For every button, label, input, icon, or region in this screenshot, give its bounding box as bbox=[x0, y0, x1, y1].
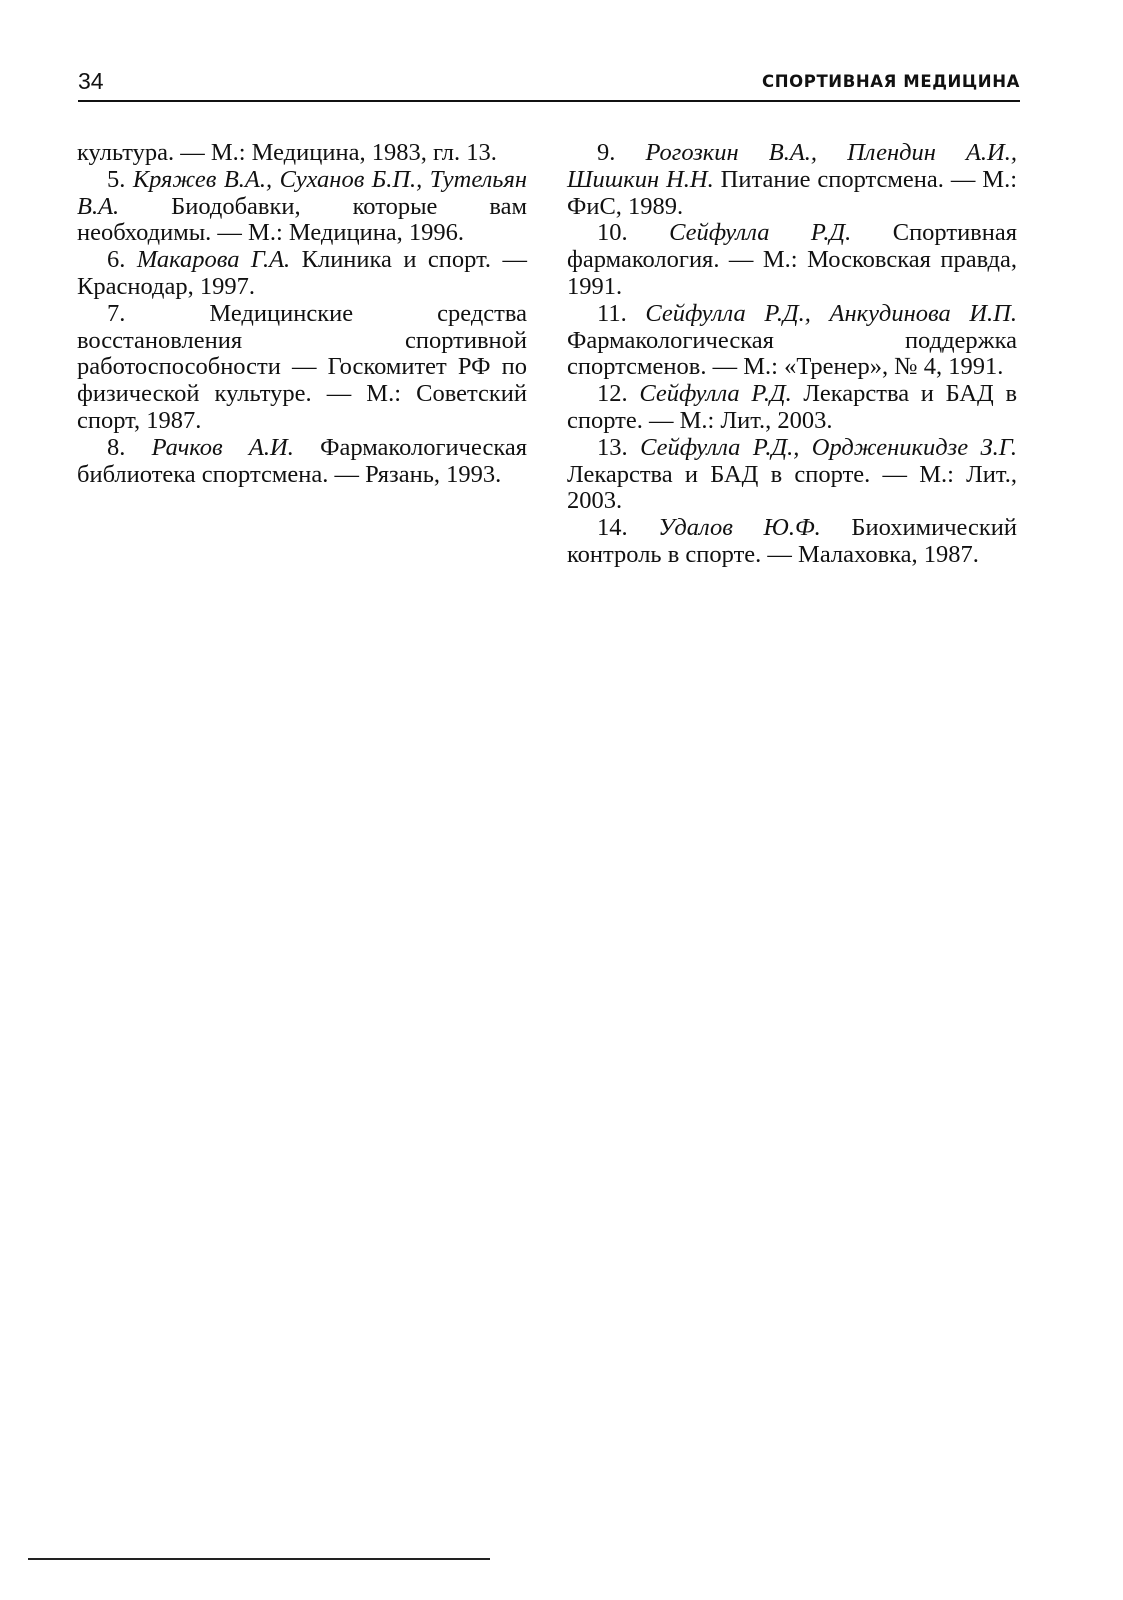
reference-number: 13. bbox=[597, 433, 628, 461]
right-column bbox=[567, 140, 1017, 569]
reference-text: Фармакологическая поддержка спортсменов. — М.: «Тренер», № 4, 1991. bbox=[567, 326, 1017, 381]
reference-text: Спортивная фармакология. — М.: Московская правда, 1991. bbox=[567, 219, 1018, 300]
reference-text: Биодобавки, которые вам необходимы. — М.: Медицина, 1996. bbox=[77, 192, 527, 247]
reference-authors: Сейфулла Р.Д., Ордженикидзе З.Г. bbox=[640, 433, 1018, 461]
reference-authors: Рогозкин В.А., Плендин А.И., Шишкин Н.Н. bbox=[567, 139, 1017, 193]
reference-entry bbox=[567, 220, 1017, 300]
reference-continuation: культура. — М.: Медицина, 1983, гл. 13. bbox=[77, 139, 497, 166]
reference-authors: Кряжев В.А., Суханов Б.П., Тутельян В.А. bbox=[77, 165, 527, 220]
reference-authors: Макарова Г.А. bbox=[136, 246, 291, 274]
reference-number: 8. bbox=[107, 433, 126, 461]
reference-entry bbox=[567, 301, 1017, 381]
reference-number: 9. bbox=[597, 139, 616, 166]
reference-text: Фармакологическая библиотека спортсмена. — Рязань, 1993. bbox=[77, 433, 527, 488]
reference-entry bbox=[77, 247, 527, 301]
reference-number: 11. bbox=[597, 299, 627, 327]
page-number: 34 bbox=[78, 68, 104, 94]
reference-number: 12. bbox=[597, 380, 628, 408]
reference-text: Питание спортсмена. — М.: ФиС, 1989. bbox=[567, 165, 1017, 220]
reference-text: Медицинские средства восстановления спортивной работоспособности — Госкомитет РФ по физической культуре. — М.: Советский спорт, 1987. bbox=[77, 299, 527, 434]
reference-text: Клиника и спорт. — Краснодар, 1997. bbox=[77, 246, 527, 300]
left-column bbox=[77, 140, 527, 488]
reference-number: 7. bbox=[107, 299, 126, 327]
reference-entry bbox=[77, 167, 527, 247]
reference-authors: Сейфулла Р.Д. bbox=[669, 219, 852, 247]
reference-number: 5. bbox=[107, 165, 126, 193]
reference-entry bbox=[567, 435, 1017, 515]
reference-number: 14. bbox=[597, 514, 628, 542]
reference-text: Лекарства и БАД в спорте. — М.: Лит., 2003. bbox=[567, 460, 1017, 515]
reference-entry bbox=[77, 301, 527, 435]
header-divider bbox=[78, 100, 1020, 102]
footer-divider bbox=[28, 1558, 490, 1560]
reference-authors: Сейфулла Р.Д. bbox=[639, 380, 792, 408]
reference-entry bbox=[567, 381, 1017, 435]
reference-entry bbox=[567, 515, 1017, 569]
page-header bbox=[78, 66, 1020, 100]
reference-text: Лекарства и БАД в спорте. — М.: Лит., 2003. bbox=[567, 380, 1018, 434]
running-title: СПОРТИВНАЯ МЕДИЦИНА bbox=[762, 72, 1020, 91]
reference-number: 6. bbox=[107, 246, 126, 274]
reference-authors: Сейфулла Р.Д., Анкудинова И.П. bbox=[645, 299, 1017, 327]
reference-entry bbox=[567, 140, 1017, 220]
reference-number: 10. bbox=[597, 219, 628, 247]
reference-authors: Удалов Ю.Ф. bbox=[658, 514, 821, 542]
reference-entry bbox=[77, 435, 527, 489]
reference-text: Биохимический контроль в спорте. — Малаховка, 1987. bbox=[567, 514, 1018, 568]
reference-authors: Рачков А.И. bbox=[151, 433, 294, 461]
